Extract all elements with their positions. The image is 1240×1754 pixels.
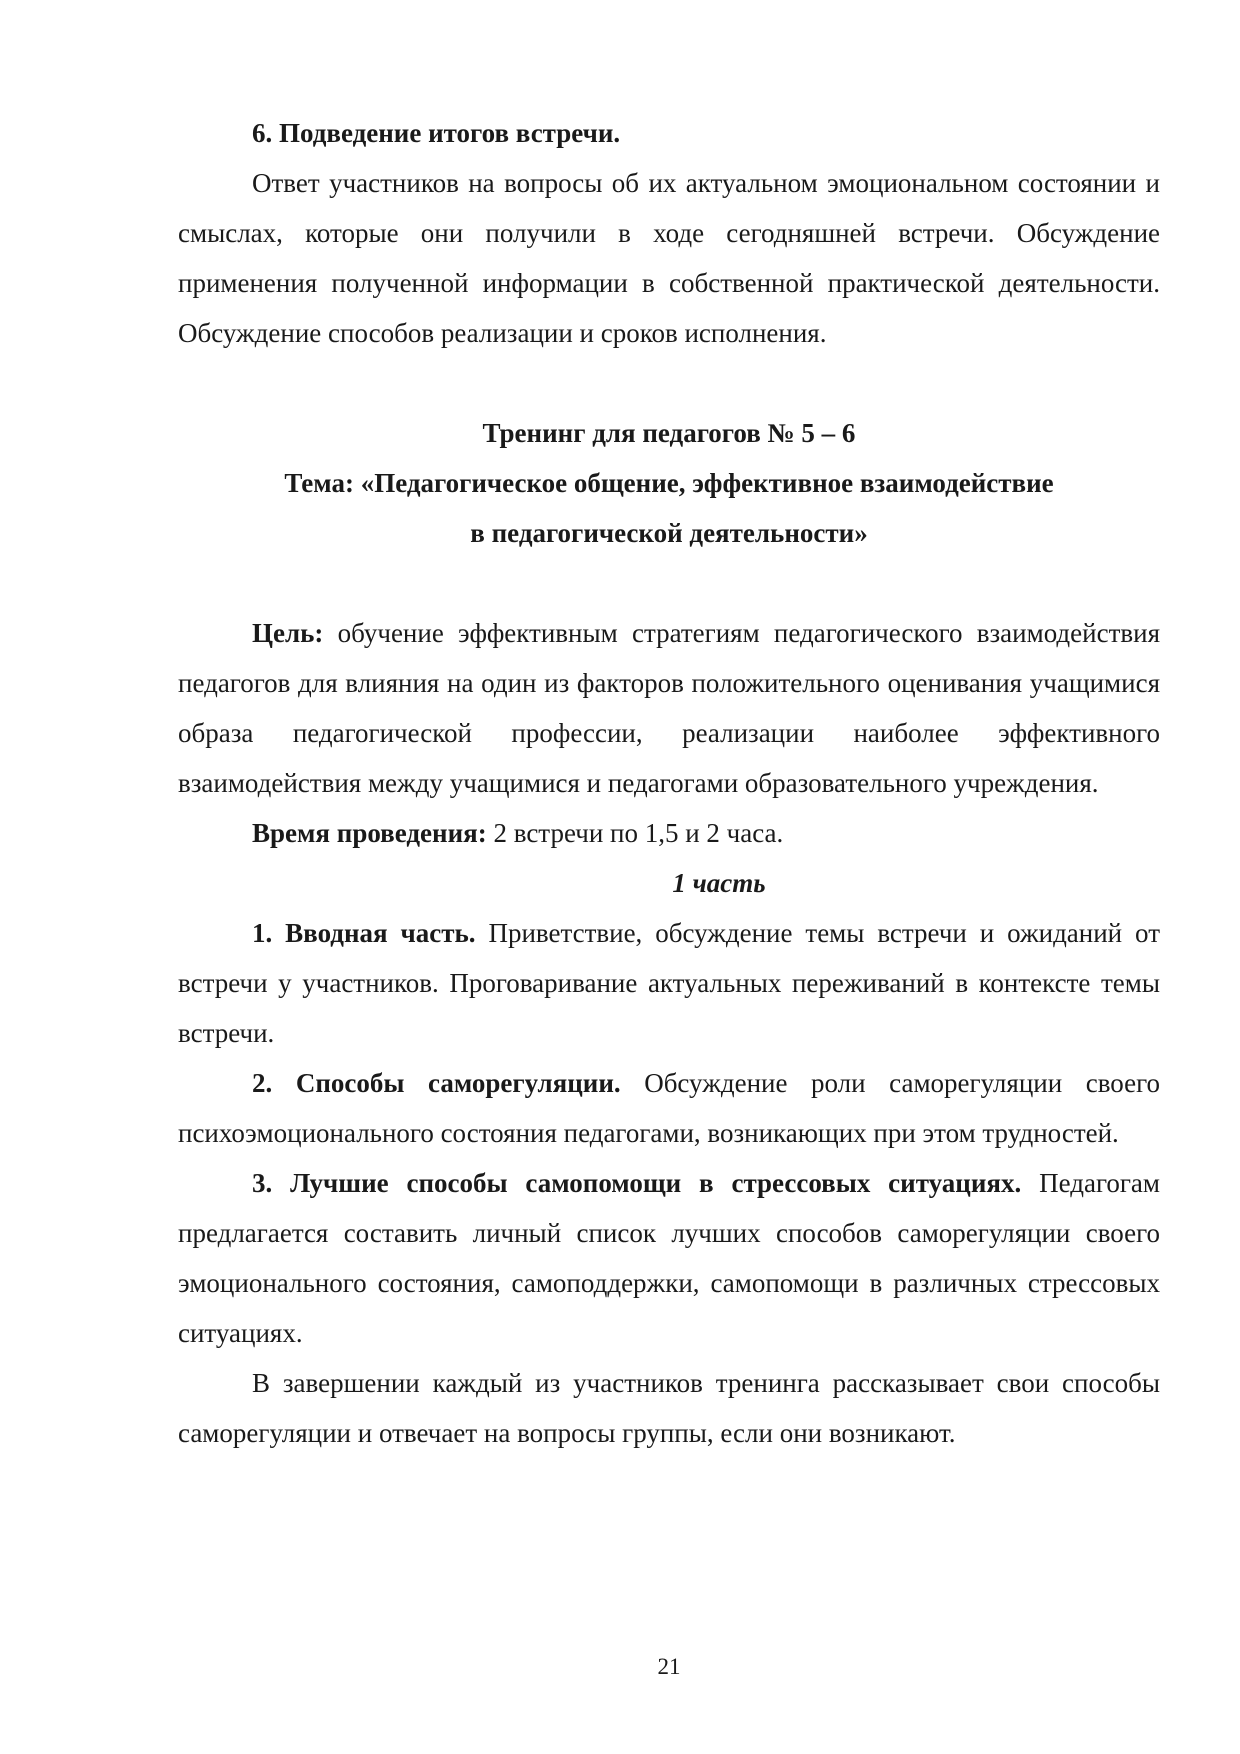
item-paragraph-2: [178, 1058, 1160, 1158]
duration-paragraph: [178, 808, 1160, 858]
closing-paragraph: В завершении каждый из участников тренинга рассказывает свои способы саморегуляции и отвечает на вопросы группы, если они возникают.: [178, 1368, 1160, 1448]
page-number: 21: [657, 1654, 681, 1679]
goal-paragraph: [178, 608, 1160, 808]
duration-text: 2 встречи по 1,5 и 2 часа.: [486, 818, 784, 848]
document-page: [178, 108, 1160, 1458]
training-topic-line-2: в педагогической деятельности»: [470, 518, 868, 548]
section-6-paragraph: Ответ участников на вопросы об их актуальном эмоциональном состоянии и смыслах, которые они получили в ходе сегодняшней встречи. Обсуждение применения полученной информации в собственной практической деятельности. Обсуждение способов реализации и сроков исполнения.: [178, 168, 1160, 348]
section-6-heading: [178, 108, 1160, 158]
duration-label: Время проведения:: [252, 818, 487, 848]
item-paragraph-1: [178, 908, 1160, 1058]
item-lead-1: 1. Вводная часть.: [252, 918, 476, 948]
item-paragraph-3: [178, 1158, 1160, 1358]
section-6-heading-text: 6. Подведение итогов встречи.: [252, 118, 621, 148]
goal-text: обучение эффективным стратегиям педагогического взаимодействия педагогов для влияния на один из факторов положительного оценивания учащимися образа педагогической профессии, реализации наиболее эффективного взаимодействия между учащимися и педагогами образовательного учреждения.: [178, 618, 1160, 798]
item-text-1: Приветствие, обсуждение темы встречи и ожиданий от встречи у участников. Проговаривание актуальных переживаний в контексте темы встречи.: [178, 918, 1160, 1048]
training-title-block: [178, 408, 1160, 558]
item-text-2: Обсуждение роли саморегуляции своего психоэмоционального состояния педагогами, возникающих при этом трудностей.: [178, 1068, 1160, 1148]
item-text-3: Педагогам предлагается составить личный список лучших способов саморегуляции своего эмоционального состояния, самоподдержки, самопомощи в различных стрессовых ситуациях.: [178, 1168, 1160, 1348]
training-title: Тренинг для педагогов № 5 – 6: [482, 418, 856, 448]
part-label: 1 часть: [672, 868, 766, 898]
training-topic-line-1: Тема: «Педагогическое общение, эффективное взаимодействие: [284, 468, 1054, 498]
goal-label: Цель:: [252, 618, 324, 648]
item-lead-2: 2. Способы саморегуляции.: [252, 1068, 621, 1098]
item-lead-3: 3. Лучшие способы самопомощи в стрессовых ситуациях.: [252, 1168, 1022, 1198]
